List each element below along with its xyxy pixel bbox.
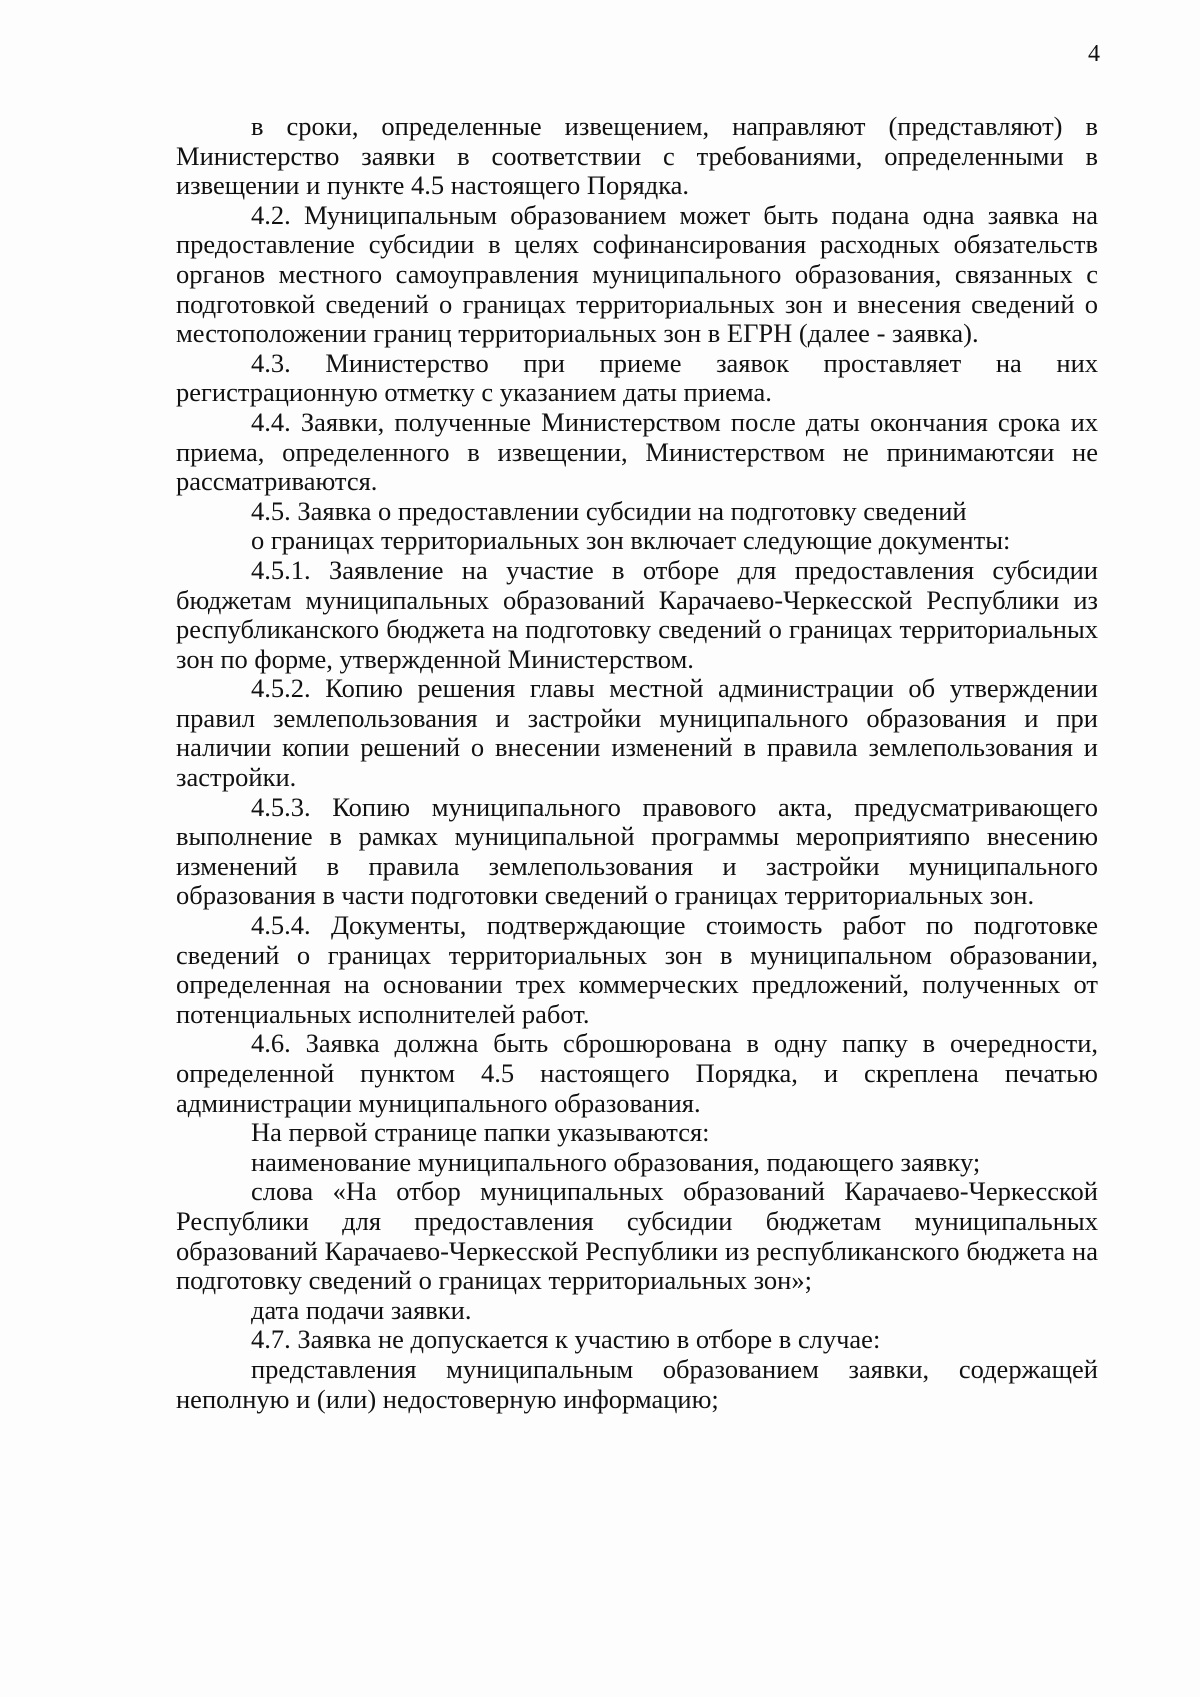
paragraph-4-5-continued: о границах территориальных зон включает следующие документы: <box>251 525 1011 556</box>
page-number: 4 <box>1088 41 1100 67</box>
paragraph-4-3: 4.3. Министерство при приеме заявок проставляет на них регистрационную отметку с указанием даты приема. <box>176 347 1098 408</box>
paragraph-4-2: 4.2. Муниципальным образованием может быть подана одна заявка на предоставление субсидии в целях софинансирования расходных обязательств органов местного самоуправления муниципального образования, связанных с подготовкой сведений о границах территориальных зон и внесения сведений о местоположении границ территориальных зон в ЕГРН (далее - заявка). <box>176 199 1098 349</box>
paragraph-rejection-reason: представления муниципальным образованием заявки, содержащей неполную и (или) недостоверную информацию; <box>176 1353 1098 1414</box>
paragraph-4-5-1: 4.5.1. Заявление на участие в отборе для предоставления субсидии бюджетам муниципальных образований Карачаево-Черкесской Республики из республиканского бюджета на подготовку сведений о границах территориальных зон по форме, утвержденной Министерством. <box>176 554 1098 674</box>
paragraph-municipality-name-item: наименование муниципального образования, подающего заявку; <box>251 1146 981 1177</box>
paragraph-selection-words-item: слова «На отбор муниципальных образований Карачаево-Черкесской Республики для предоставления субсидии бюджетам муниципальных образований Карачаево-Черкесской Республики из республиканского бюджета на подготовку сведений о границах территориальных зон»; <box>176 1176 1098 1296</box>
paragraph-4-7: 4.7. Заявка не допускается к участию в отборе в случае: <box>251 1324 881 1355</box>
paragraph-4-5-2: 4.5.2. Копию решения главы местной администрации об утверждении правил землепользования и застройки муниципального образования и при наличии копии решений о внесении изменений в правила землепользования и застройки. <box>176 673 1098 793</box>
paragraph-4-6: 4.6. Заявка должна быть сброшюрована в одну папку в очередности, определенной пунктом 4.5 настоящего Порядка, и скреплена печатью администрации муниципального образования. <box>176 1028 1098 1118</box>
paragraph-submission-date-item: дата подачи заявки. <box>251 1294 472 1325</box>
paragraph-4-4: 4.4. Заявки, полученные Министерством после даты окончания срока их приема, определенного в извещении, Министерством не принимаютсяи не рассматриваются. <box>176 406 1098 497</box>
paragraph-4-5-4: 4.5.4. Документы, подтверждающие стоимость работ по подготовке сведений о границах территориальных зон в муниципальном образовании, определенная на основании трех коммерческих предложений, полученных от потенциальных исполнителей работ. <box>176 910 1098 1029</box>
paragraph-first-page-contents: На первой странице папки указываются: <box>251 1117 710 1148</box>
paragraph-submission-deadlines: в сроки, определенные извещением, направляют (представляют) в Министерство заявки в соответствии с требованиями, определенными в извещении и пункте 4.5 настоящего Порядка. <box>176 111 1098 201</box>
document-body <box>176 112 1098 1414</box>
paragraph-4-5: 4.5. Заявка о предоставлении субсидии на подготовку сведений <box>251 495 967 526</box>
paragraph-4-5-3: 4.5.3. Копию муниципального правового акта, предусматривающего выполнение в рамках муниципальной программы мероприятияпо внесению изменений в правила землепользования и застройки муниципального образования в части подготовки сведений о границах территориальных зон. <box>176 791 1098 911</box>
